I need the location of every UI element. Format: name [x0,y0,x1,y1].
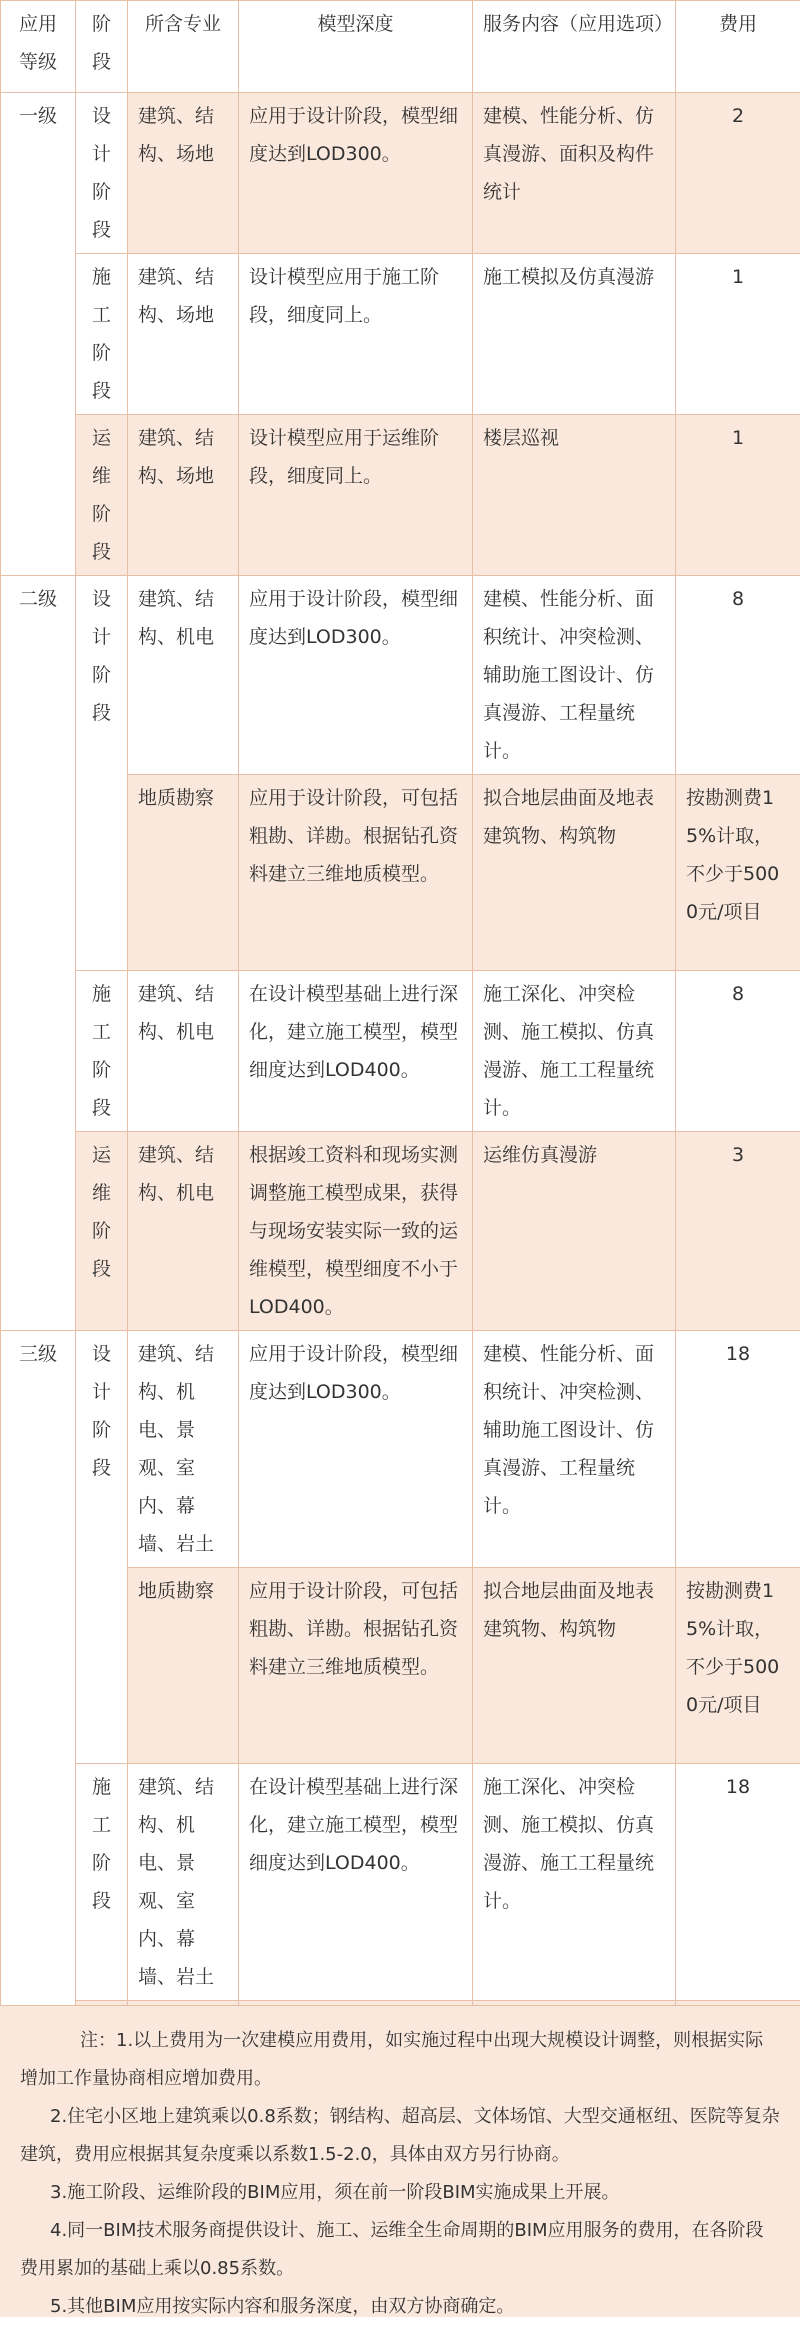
service-cell: 运维仿真漫游 [473,1132,676,1331]
stage-cell: 设计阶段 [76,576,128,971]
header-level: 应用等级 [1,1,76,93]
fee-cell: 18 [676,1331,800,1568]
discipline-cell: 建筑、结构、机电、景观、室内、幕墙、岩土 [128,1764,239,2001]
stage-cell: 施工阶段 [76,254,128,415]
note-item: 4.同一BIM技术服务商提供设计、施工、运维全生命周期的BIM应用服务的费用，在各阶段费用累加的基础上乘以0.85系数。 [20,2212,780,2288]
depth-cell: 设计模型应用于运维阶段，细度同上。 [239,415,473,576]
stage-cell: 施工阶段 [76,1764,128,2001]
table-row [1,93,800,254]
fee-cell: 3 [676,1132,800,1331]
fee-cell: 1 [676,415,800,576]
depth-cell: 在设计模型基础上进行深化，建立施工模型，模型细度达到LOD400。 [239,1764,473,2001]
header-service: 服务内容（应用选项） [473,1,676,93]
table-row [1,1331,800,1568]
table-row [1,415,800,576]
depth-cell: 根据竣工资料和现场实测调整施工模型成果，获得与现场安装实际一致的运维模型，模型细度不小于LOD400。 [239,1132,473,1331]
header-fee: 费用 [676,1,800,93]
stage-cell: 运维阶段 [76,415,128,576]
note-item: 5.其他BIM应用按实际内容和服务深度，由双方协商确定。 [20,2288,780,2326]
table-row [1,1132,800,1331]
stage-cell: 设计阶段 [76,93,128,254]
discipline-cell: 建筑、结构、场地 [128,93,239,254]
service-cell: 拟合地层曲面及地表建筑物、构筑物 [473,1568,676,1764]
table-row [1,254,800,415]
depth-cell: 应用于设计阶段，模型细度达到LOD300。 [239,1331,473,1568]
service-cell: 施工深化、冲突检测、施工模拟、仿真漫游、施工工程量统计。 [473,1764,676,2001]
level-cell: 二级 [1,576,76,1331]
stage-cell: 施工阶段 [76,971,128,1132]
level-cell: 一级 [1,93,76,576]
service-cell: 建模、性能分析、面积统计、冲突检测、辅助施工图设计、仿真漫游、工程量统计。 [473,1331,676,1568]
service-cell: 拟合地层曲面及地表建筑物、构筑物 [473,775,676,971]
header-depth: 模型深度 [239,1,473,93]
note-item: 3.施工阶段、运维阶段的BIM应用，须在前一阶段BIM实施成果上开展。 [20,2174,780,2212]
level-cell: 三级 [1,1331,76,2238]
fee-cell: 按勘测费15%计取，不少于5000元/项目 [676,1568,800,1764]
table-row [1,576,800,775]
note-item: 注：1.以上费用为一次建模应用费用，如实施过程中出现大规模设计调整，则根据实际增加工作量协商相应增加费用。 [20,2022,780,2098]
depth-cell: 应用于设计阶段，可包括粗勘、详勘。根据钻孔资料建立三维地质模型。 [239,775,473,971]
discipline-cell: 建筑、结构、机电 [128,576,239,775]
depth-cell: 应用于设计阶段，可包括粗勘、详勘。根据钻孔资料建立三维地质模型。 [239,1568,473,1764]
depth-cell: 在设计模型基础上进行深化，建立施工模型，模型细度达到LOD400。 [239,971,473,1132]
header-discipline: 所含专业 [128,1,239,93]
service-cell: 楼层巡视 [473,415,676,576]
service-cell: 施工模拟及仿真漫游 [473,254,676,415]
depth-cell: 应用于设计阶段，模型细度达到LOD300。 [239,93,473,254]
fee-cell: 2 [676,93,800,254]
table-row [1,1764,800,2001]
fee-cell: 1 [676,254,800,415]
discipline-cell: 地质勘察 [128,775,239,971]
discipline-cell: 建筑、结构、场地 [128,415,239,576]
discipline-cell: 建筑、结构、机电 [128,1132,239,1331]
fee-cell: 8 [676,576,800,775]
service-cell: 建模、性能分析、仿真漫游、面积及构件统计 [473,93,676,254]
stage-cell: 运维阶段 [76,1132,128,1331]
service-cell: 建模、性能分析、面积统计、冲突检测、辅助施工图设计、仿真漫游、工程量统计。 [473,576,676,775]
fee-cell: 8 [676,971,800,1132]
fee-cell: 18 [676,1764,800,2001]
note-item: 2.住宅小区地上建筑乘以0.8系数；钢结构、超高层、文体场馆、大型交通枢纽、医院等复杂建筑，费用应根据其复杂度乘以系数1.5-2.0，具体由双方另行协商。 [20,2098,780,2174]
depth-cell: 应用于设计阶段，模型细度达到LOD300。 [239,576,473,775]
discipline-cell: 建筑、结构、场地 [128,254,239,415]
discipline-cell: 地质勘察 [128,1568,239,1764]
discipline-cell: 建筑、结构、机电、景观、室内、幕墙、岩土 [128,1331,239,1568]
depth-cell: 设计模型应用于施工阶段，细度同上。 [239,254,473,415]
discipline-cell: 建筑、结构、机电 [128,971,239,1132]
header-stage: 阶段 [76,1,128,93]
table-header-row [1,1,800,93]
table-row [1,971,800,1132]
fee-cell: 按勘测费15%计取，不少于5000元/项目 [676,775,800,971]
service-cell: 施工深化、冲突检测、施工模拟、仿真漫游、施工工程量统计。 [473,971,676,1132]
notes-section [0,2005,800,2317]
stage-cell: 设计阶段 [76,1331,128,1764]
